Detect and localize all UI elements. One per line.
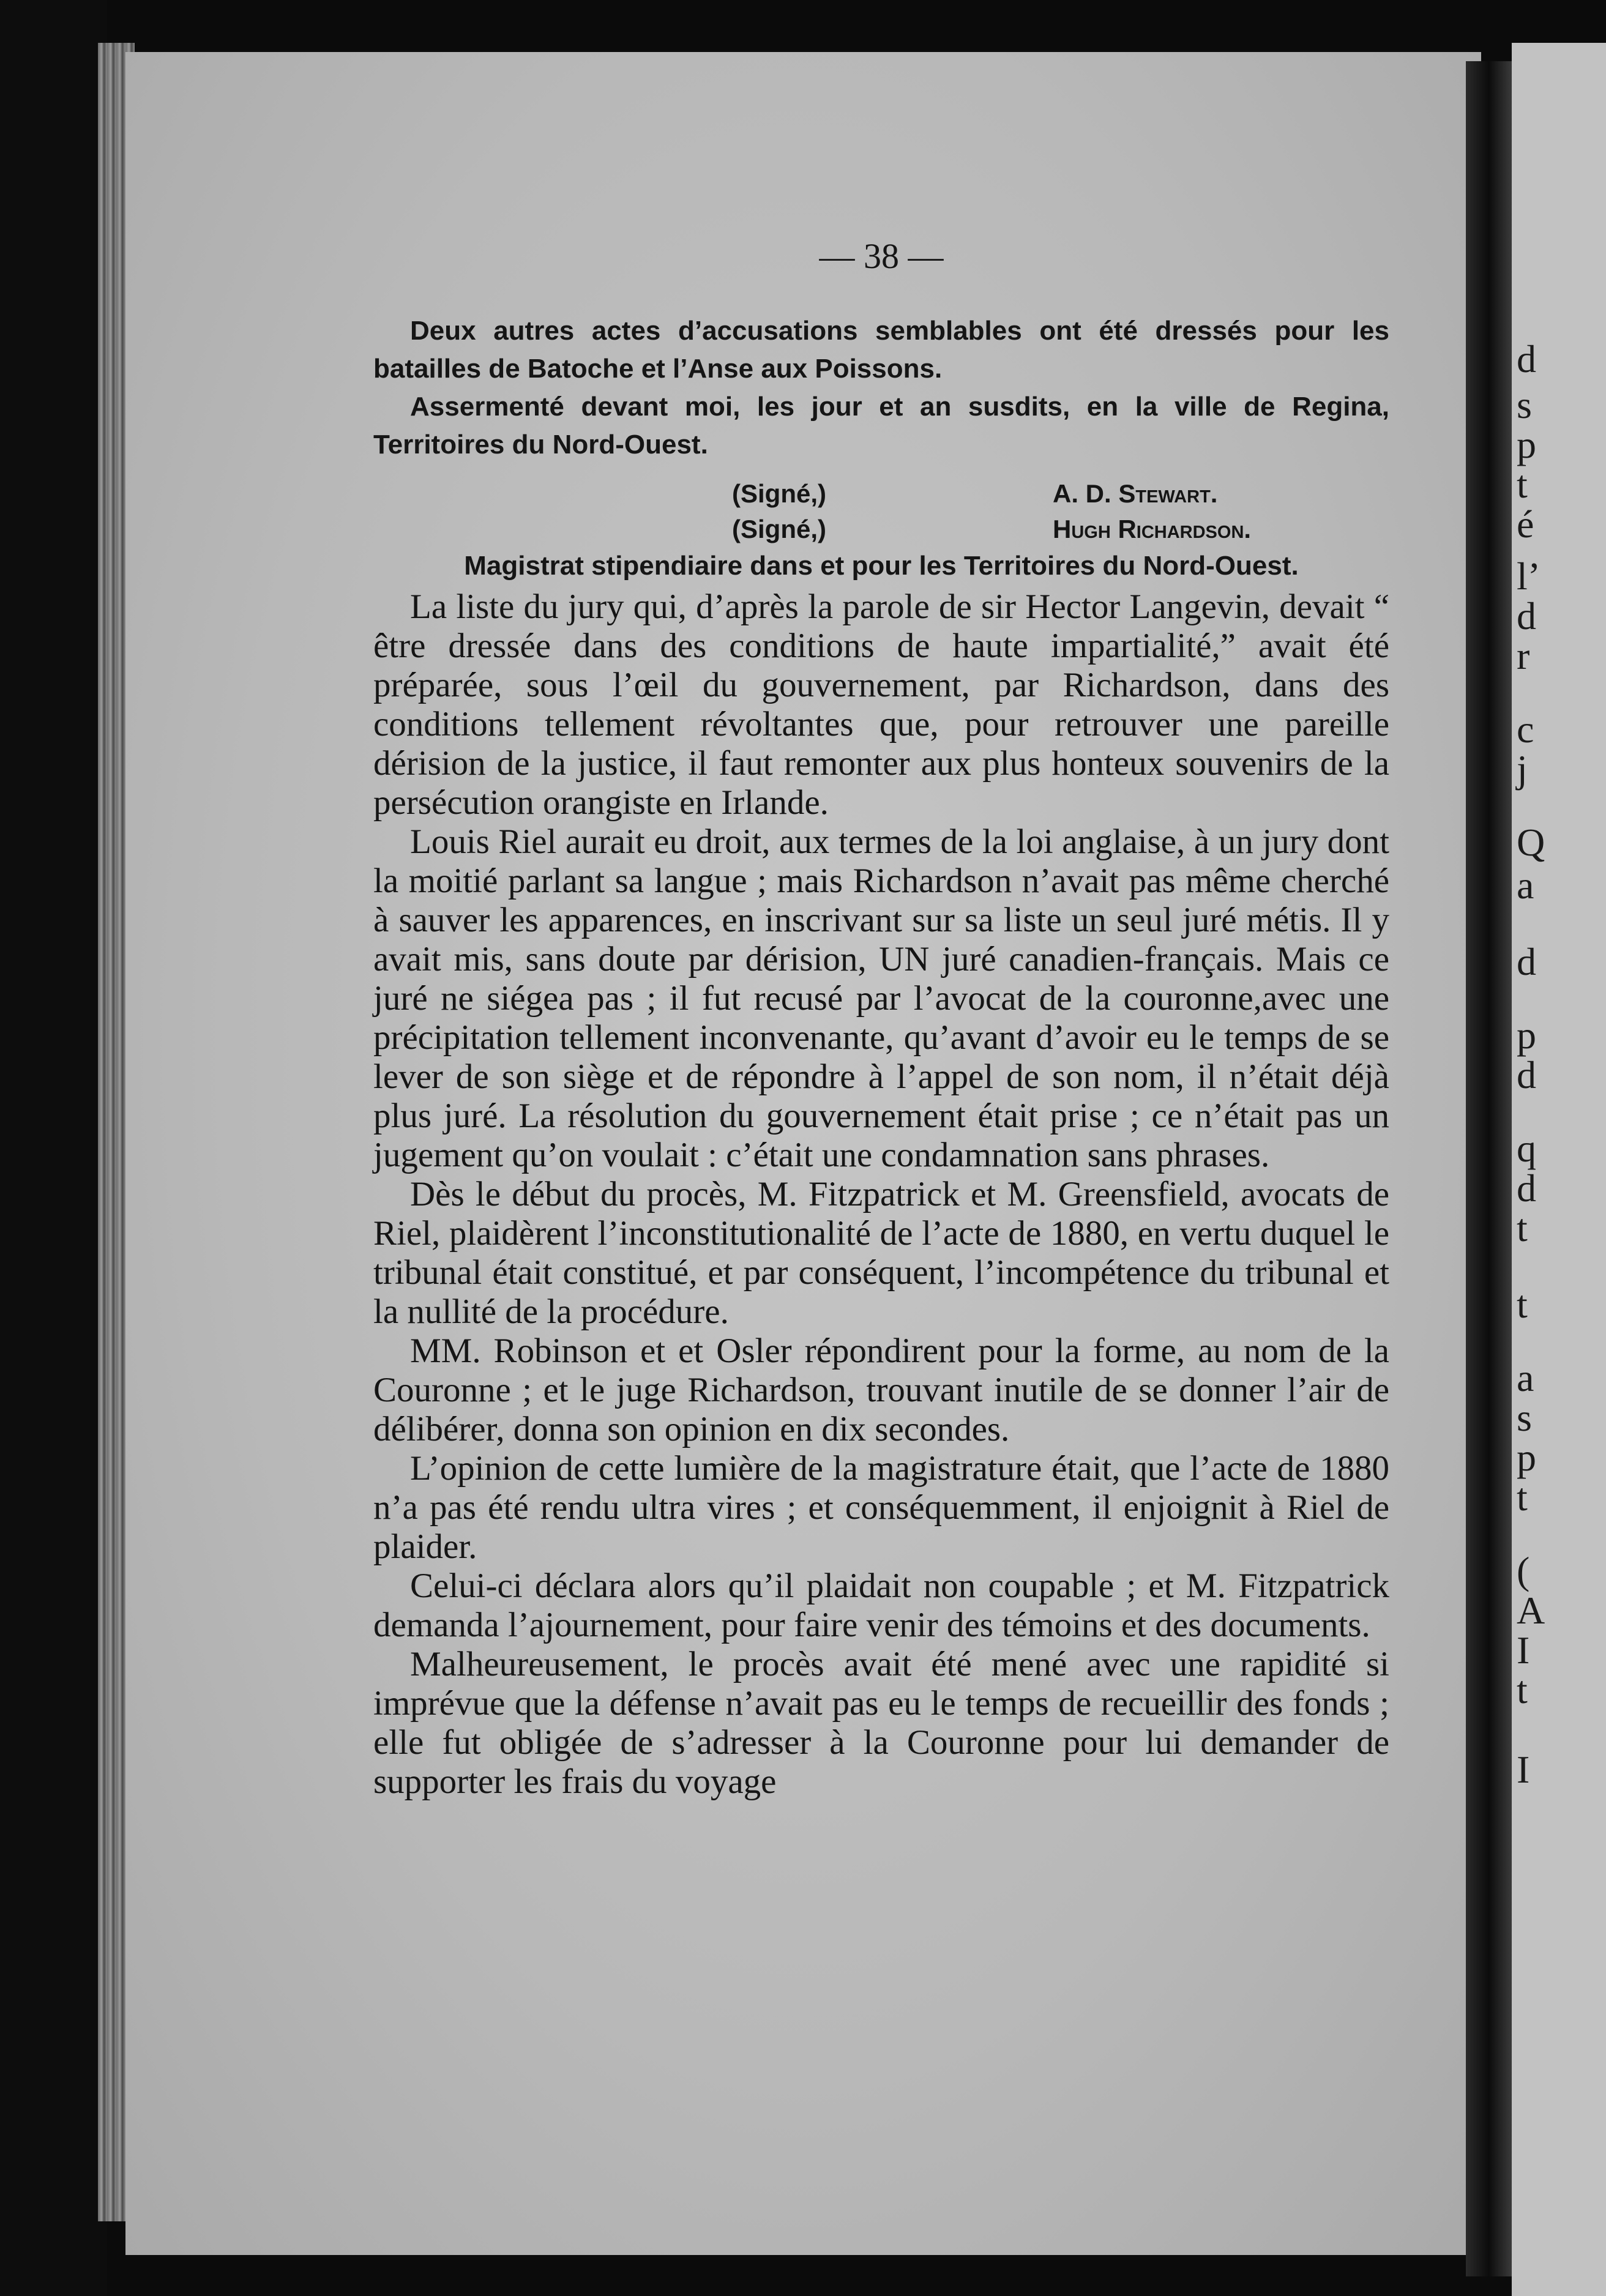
- header-block: [373, 312, 1389, 585]
- facing-fragment: I: [1517, 1628, 1530, 1672]
- scan-border-left: [0, 0, 107, 2296]
- facing-fragment: t: [1517, 463, 1528, 506]
- facing-fragment: t: [1517, 1206, 1528, 1250]
- facing-fragment: é: [1517, 502, 1534, 546]
- signature-name: A. D. Stewart.: [1053, 479, 1218, 508]
- facing-fragment: q: [1517, 1127, 1536, 1170]
- facing-fragment: d: [1517, 940, 1536, 983]
- signature-row: [373, 512, 1389, 547]
- facing-fragment: t: [1517, 1283, 1528, 1326]
- signature-block: [373, 476, 1389, 547]
- facing-fragment: (: [1517, 1549, 1530, 1592]
- facing-fragment: A: [1517, 1589, 1545, 1632]
- body-paragraph: Malheureusement, le procès avait été mené avec une rapidité si imprévue que la défense n’avait pas eu le temps de recueillir des fonds ; elle fut obligée de s’adresser à la Couronne pour lui demander de supporter les frais du voyage: [373, 1645, 1389, 1801]
- header-paragraph: Assermenté devant moi, les jour et an susdits, en la ville de Regina, Territoires du Nord-Ouest.: [373, 392, 1389, 460]
- facing-fragment: s: [1517, 383, 1532, 427]
- facing-fragment: s: [1517, 1396, 1532, 1439]
- header-paragraph: Deux autres actes d’accusations semblables ont été dressés pour les batailles de Batoche et l’Anse aux Poissons.: [373, 316, 1389, 384]
- facing-fragment: a: [1517, 863, 1534, 907]
- facing-fragment: Q: [1517, 821, 1545, 864]
- facing-fragment: d: [1517, 1053, 1536, 1097]
- book-gutter: [1466, 61, 1512, 2276]
- body-paragraph: Louis Riel aurait eu droit, aux termes de la loi anglaise, à un jury dont la moitié parlant sa langue ; mais Richardson n’avait pas même cherché à sauver les apparences, en inscrivant sur sa liste un seul juré métis. Il y avait mis, sans doute par dérision, UN juré canadien-français. Mais ce juré ne siégea pas ; il fut recusé par l’avocat de la couronne,avec une précipitation tellement inconvenante, qu’avant d’avoir eu le temps de se lever de son siège et de répondre à l’appel de son nom, il n’était déjà plus juré. La résolution du gouvernement était prise ; ce n’était pas un jugement qu’on voulait : c’était une condamnation sans phrases.: [373, 822, 1389, 1174]
- body-text: [373, 587, 1389, 1802]
- facing-fragment: d: [1517, 1166, 1536, 1210]
- facing-fragment: p: [1517, 423, 1536, 466]
- body-paragraph: Celui-ci déclara alors qu’il plaidait non coupable ; et M. Fitzpatrick demanda l’ajournement, pour faire venir des témoins et des documents.: [373, 1567, 1389, 1644]
- facing-fragment: r: [1517, 634, 1530, 677]
- signature-name: Hugh Richardson.: [1053, 515, 1252, 543]
- facing-fragment: j: [1517, 747, 1528, 791]
- signature-row: [373, 476, 1389, 512]
- signature-label: (Signé,): [732, 515, 826, 543]
- facing-fragment: p: [1517, 1013, 1536, 1057]
- facing-page: [1512, 43, 1606, 2296]
- facing-fragment: l’: [1517, 554, 1541, 598]
- facing-fragment: t: [1517, 1668, 1528, 1712]
- body-paragraph: L’opinion de cette lumière de la magistrature était, que l’acte de 1880 n’a pas été rendu ultra vires ; et conséquemment, il enjoignit à Riel de plaider.: [373, 1449, 1389, 1566]
- body-paragraph: La liste du jury qui, d’après la parole de sir Hector Langevin, devait “ être dressée dans des conditions de haute impartialité,” avait été préparée, sous l’œil du gouvernement, par Richardson, dans des conditions tellement révoltantes que, pour retrouver une pareille dérision de la justice, il faut remonter aux plus honteux souvenirs de la persécution orangiste en Irlande.: [373, 587, 1389, 822]
- page-number: — 38 —: [819, 236, 944, 276]
- body-paragraph: Dès le début du procès, M. Fitzpatrick et M. Greensfield, avocats de Riel, plaidèrent l’inconstitutionalité de l’acte de 1880, en vertu duquel le tribunal était constitué, et par conséquent, l’incompétence du tribunal et la nullité de la procédure.: [373, 1175, 1389, 1331]
- facing-fragment: a: [1517, 1356, 1534, 1400]
- facing-fragment: d: [1517, 594, 1536, 638]
- facing-fragment: d: [1517, 337, 1536, 381]
- body-paragraph: MM. Robinson et et Osler répondirent pour la forme, au nom de la Couronne ; et le juge Richardson, trouvant inutile de se donner l’air de délibérer, donna son opinion en dix secondes.: [373, 1332, 1389, 1448]
- facing-fragment: c: [1517, 707, 1534, 751]
- facing-fragment: I: [1517, 1748, 1530, 1791]
- magistrate-line: Magistrat stipendiaire dans et pour les Territoires du Nord-Ouest.: [464, 551, 1299, 581]
- signature-label: (Signé,): [732, 479, 826, 508]
- facing-fragment: p: [1517, 1436, 1536, 1479]
- facing-fragment: t: [1517, 1475, 1528, 1519]
